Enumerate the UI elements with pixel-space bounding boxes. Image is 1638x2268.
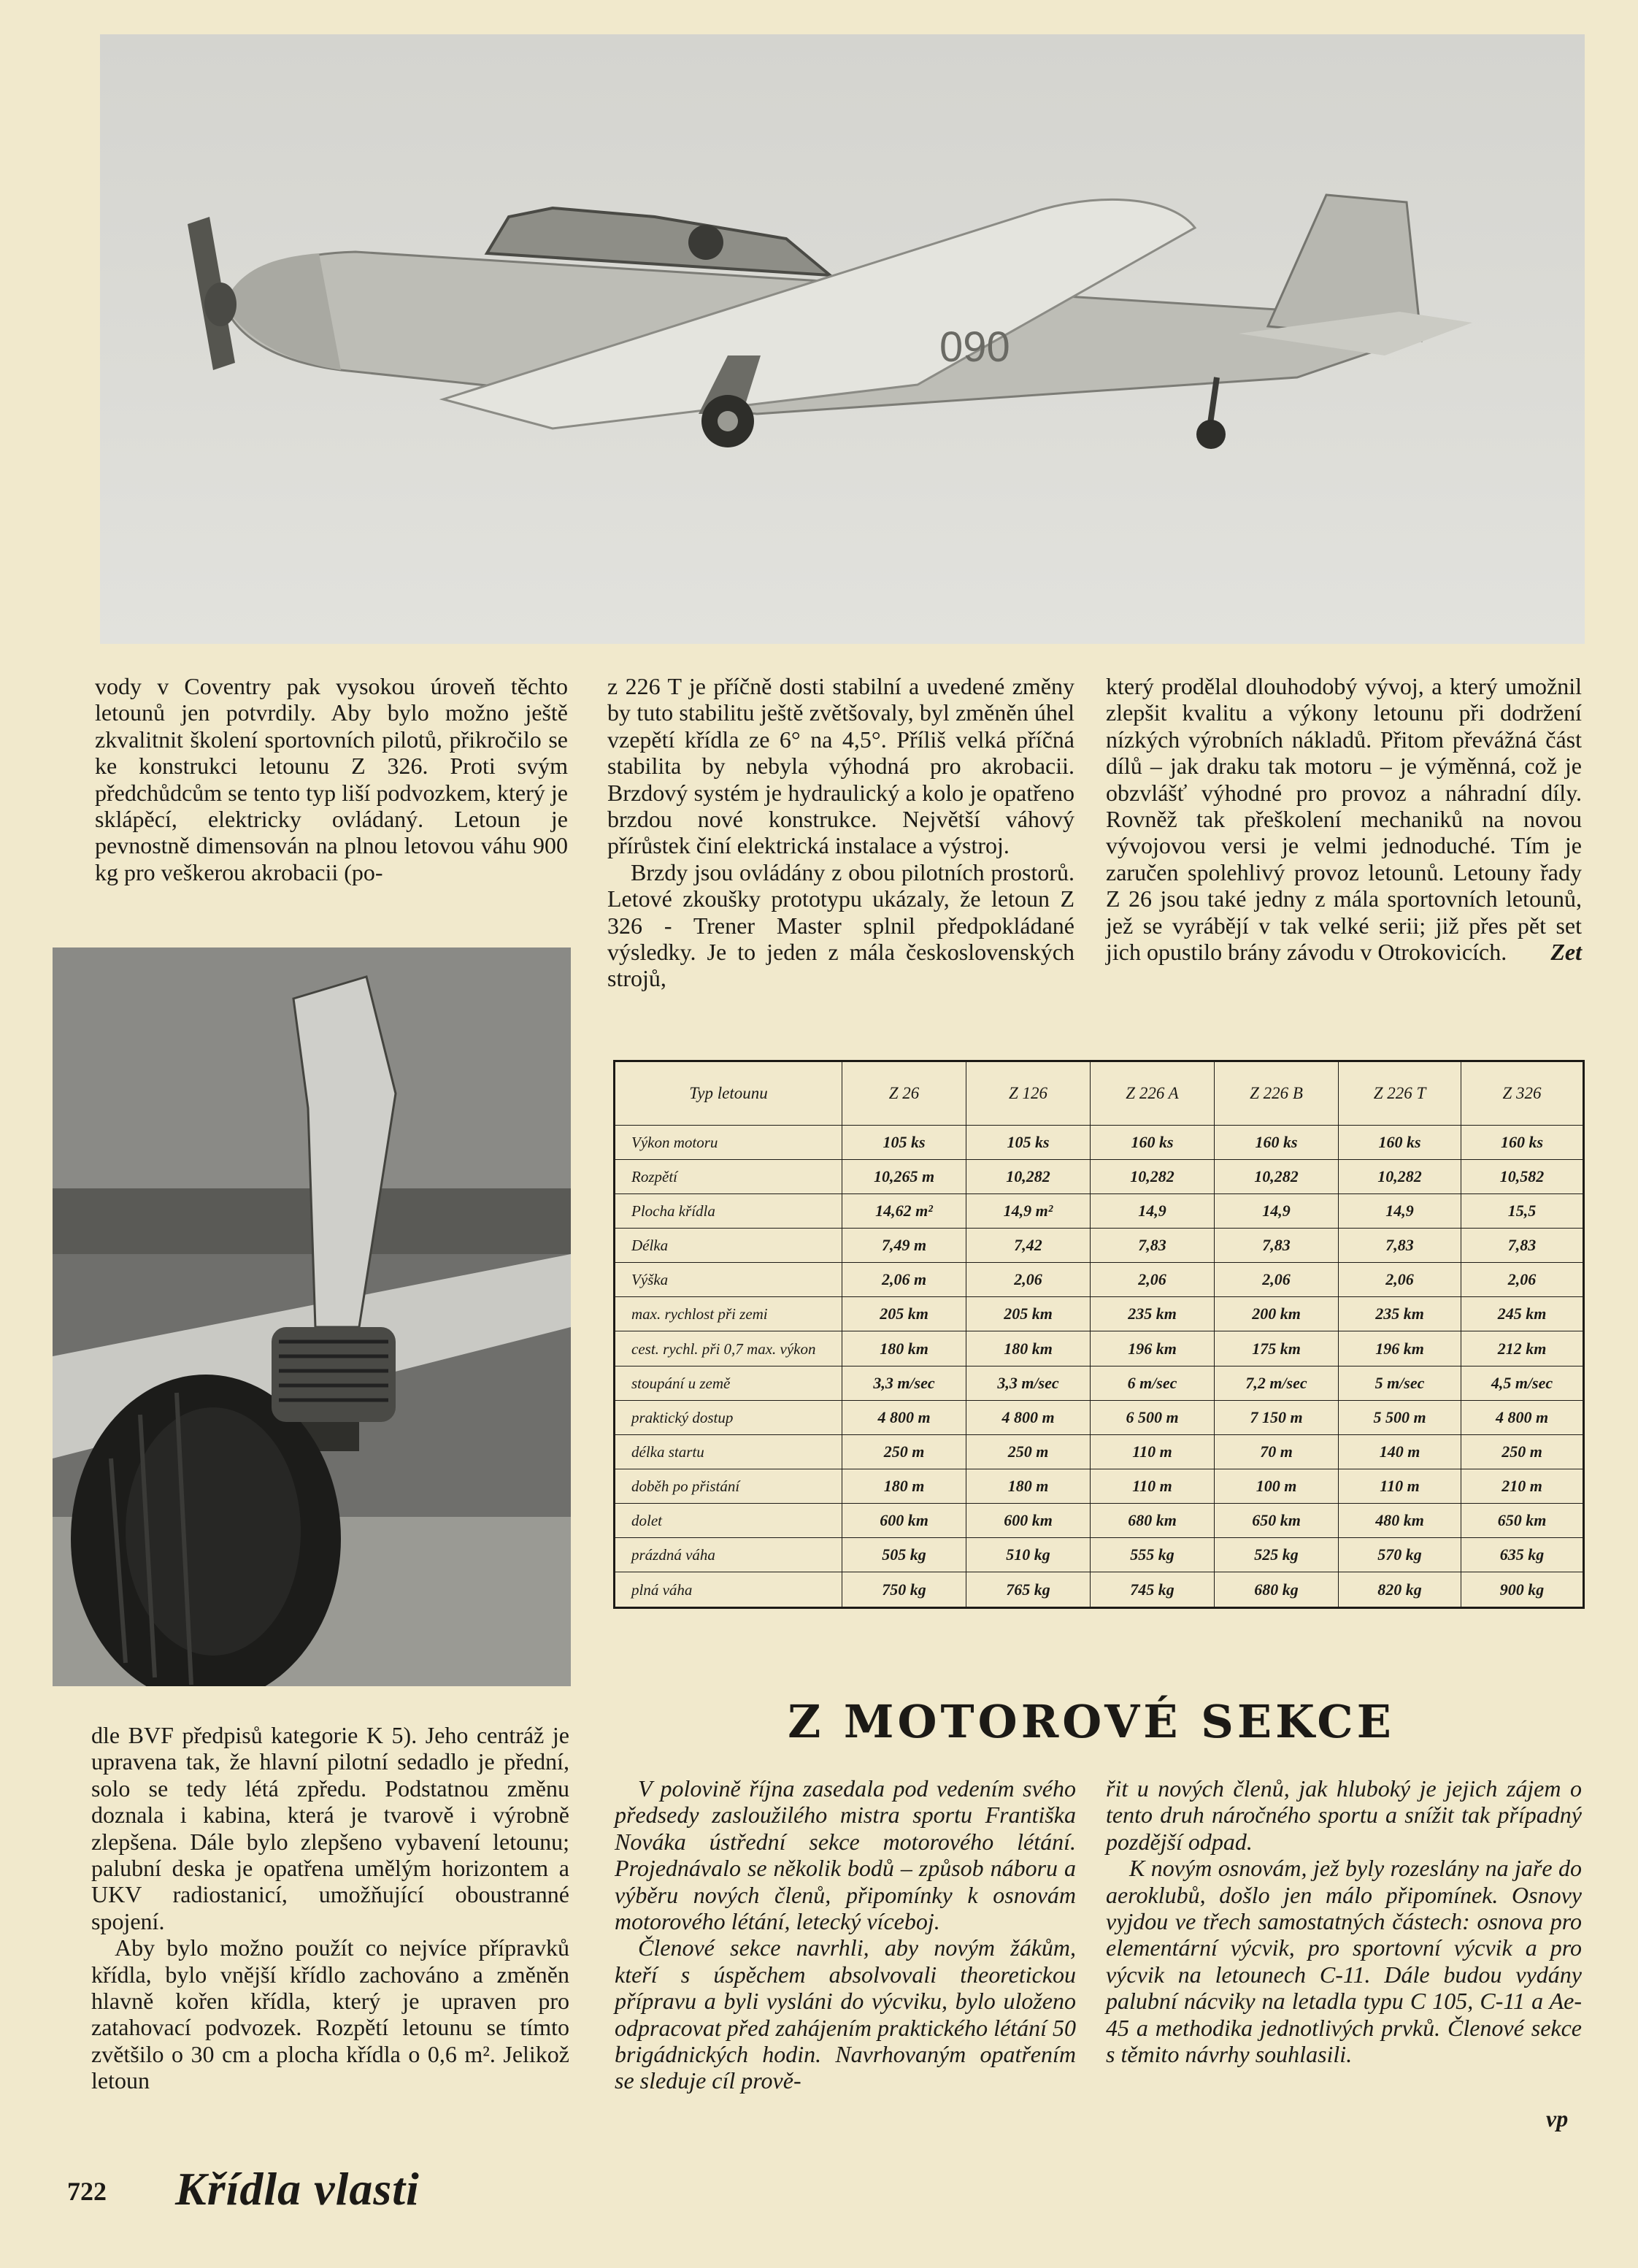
table-header-row [615, 1061, 1584, 1126]
paragraph: Aby bylo možno použít co nejvíce přípravků křídla, bylo vnější křídlo zachováno a změněn hlavně kořen křídla, který je upraven pro zatahovací podvozek. Rozpětí letounu se tímto zvětšilo o 30 cm a plocha křídla o 0,6 m². Jelikož letoun [91, 1934, 569, 2094]
table-row [615, 1572, 1584, 1608]
table-cell: 6 500 m [1091, 1400, 1215, 1434]
table-cell: 14,9 [1091, 1194, 1215, 1229]
paragraph: řit u nových členů, jak hluboký je jejich zájem o tento druh náročného sportu a snížit tak případný pozdější odpad. [1106, 1775, 1582, 1855]
table-cell: 180 m [842, 1469, 966, 1503]
column-header: Z 26 [842, 1061, 966, 1126]
column-header: Z 126 [966, 1061, 1091, 1126]
table-row [615, 1229, 1584, 1263]
table-row [615, 1366, 1584, 1400]
table-row [615, 1194, 1584, 1229]
table-cell: 110 m [1339, 1469, 1461, 1503]
table-cell: 7,2 m/sec [1215, 1366, 1339, 1400]
table-cell: 70 m [1215, 1434, 1339, 1469]
column-header: Z 226 A [1091, 1061, 1215, 1126]
table-cell: 650 km [1461, 1503, 1584, 1537]
table-row [615, 1434, 1584, 1469]
table-cell: 235 km [1339, 1297, 1461, 1331]
table-cell: 160 ks [1339, 1126, 1461, 1160]
row-label: stoupání u země [615, 1366, 842, 1400]
paragraph-text: který prodělal dlouhodobý vývoj, a který umožnil zlepšit kvalitu a výkony letounu při dodržení nízkých výrobních nákladů. Přitom převážná část dílů – jak draku tak motoru – je výměnná, což je obzvlášť výhodné pro provoz a náhradní díly. Rovněž tak přeškolení mechaniků na novou vývojovou versi je velmi jednoduché. Tím je zaručen spolehlivý provoz letounů. Letouny řady Z 26 jsou také jedny z mála sportovních letounů, jež se vyrábějí v tak velké serii; již přes pět set jich opustilo brány závodu v Otrokovicích. [1106, 673, 1582, 966]
row-label: Délka [615, 1229, 842, 1263]
table-row [615, 1537, 1584, 1572]
table-cell: 110 m [1091, 1469, 1215, 1503]
table-cell: 140 m [1339, 1434, 1461, 1469]
table-cell: 235 km [1091, 1297, 1215, 1331]
table-cell: 14,9 m² [966, 1194, 1091, 1229]
paragraph: K novým osnovám, jež byly rozeslány na jaře do aeroklubů, došlo jen málo připomínek. Osnovy vyjdou ve třech samostatných částech: osnova pro elementární výcvik, pro sportovní výcvik a pro výcvik na letounech C-11. Dále budou vydány palubní nácviky na letadla typu C 105, C-11 a Ae-45 a methodika jednotlivých prvků. Členové sekce s těmito návrhy souhlasili. [1106, 1855, 1582, 2068]
table-cell: 4,5 m/sec [1461, 1366, 1584, 1400]
table-cell: 505 kg [842, 1537, 966, 1572]
table-cell: 196 km [1091, 1331, 1215, 1366]
table-cell: 250 m [966, 1434, 1091, 1469]
row-label: délka startu [615, 1434, 842, 1469]
table-cell: 196 km [1339, 1331, 1461, 1366]
table-cell: 212 km [1461, 1331, 1584, 1366]
row-label: Výška [615, 1263, 842, 1297]
article-column-3 [1106, 673, 1582, 965]
table-cell: 14,9 [1215, 1194, 1339, 1229]
row-label: Výkon motoru [615, 1126, 842, 1160]
row-label: prázdná váha [615, 1537, 842, 1572]
table-row [615, 1400, 1584, 1434]
paragraph: vody v Coventry pak vysokou úroveň těchto letounů jen potvrdily. Aby bylo možno ještě zkvalitnit školení sportovních pilotů, přikročilo se ke konstrukci letounu Z 326. Proti svým předchůdcům se tento typ liší podvozkem, který je sklápěcí, elektricky ovládaný. Letoun je pevnostně dimensován na plnou letovou váhu 900 kg pro veškerou akrobacii (po- [95, 673, 568, 885]
row-label: max. rychlost při zemi [615, 1297, 842, 1331]
table-cell: 820 kg [1339, 1572, 1461, 1608]
table-cell: 210 m [1461, 1469, 1584, 1503]
table-cell: 10,265 m [842, 1160, 966, 1194]
table-cell: 14,9 [1339, 1194, 1461, 1229]
table-row [615, 1469, 1584, 1503]
row-label: doběh po přistání [615, 1469, 842, 1503]
table-cell: 745 kg [1091, 1572, 1215, 1608]
section-column-1 [615, 1775, 1076, 2094]
table-cell: 160 ks [1215, 1126, 1339, 1160]
table-row [615, 1160, 1584, 1194]
table-cell: 600 km [842, 1503, 966, 1537]
table-cell: 105 ks [966, 1126, 1091, 1160]
table-cell: 15,5 [1461, 1194, 1584, 1229]
table-cell: 200 km [1215, 1297, 1339, 1331]
column-header: Z 326 [1461, 1061, 1584, 1126]
table-cell: 180 km [966, 1331, 1091, 1366]
table-row [615, 1503, 1584, 1537]
table-cell: 765 kg [966, 1572, 1091, 1608]
article-column-1 [95, 673, 568, 885]
paragraph [1106, 673, 1582, 965]
table-cell: 750 kg [842, 1572, 966, 1608]
table-cell: 480 km [1339, 1503, 1461, 1537]
table-cell: 3,3 m/sec [842, 1366, 966, 1400]
row-label: plná váha [615, 1572, 842, 1608]
section-heading: Z MOTOROVÉ SEKCE [788, 1695, 1395, 1748]
table-cell: 2,06 [1461, 1263, 1584, 1297]
table-row [615, 1126, 1584, 1160]
table-cell: 7,83 [1461, 1229, 1584, 1263]
table-cell: 7,49 m [842, 1229, 966, 1263]
row-label: praktický dostup [615, 1400, 842, 1434]
table-cell: 570 kg [1339, 1537, 1461, 1572]
section-signature: vp [1546, 2105, 1569, 2131]
table-cell: 7,83 [1091, 1229, 1215, 1263]
table-cell: 7,83 [1339, 1229, 1461, 1263]
row-label: dolet [615, 1503, 842, 1537]
table-cell: 680 km [1091, 1503, 1215, 1537]
paragraph: z 226 T je příčně dosti stabilní a uvedené změny by tuto stabilitu ještě zvětšovaly, byl změněn úhel vzepětí křídla ze 6° na 4,5°. Příliš velká příčná stabilita by nebyla výhodná pro akrobacii. Brzdový systém je hydraulický a kolo je opatřeno brzdou nové konstrukce. Největší váhový přírůstek činí elektrická instalace a výstroj. [607, 673, 1074, 859]
table-cell: 160 ks [1091, 1126, 1215, 1160]
table-cell: 100 m [1215, 1469, 1339, 1503]
paragraph: dle BVF předpisů kategorie K 5). Jeho centráž je upravena tak, že hlavní pilotní sedadlo je přední, solo se tedy létá zpředu. Podstatnou změnu doznala i kabina, která je tvarově i výrobně zlepšena. Dále bylo zlepšeno vybavení letounu; palubní deska je opatřena umělým horizontem a UKV radiostanicí, umožňující oboustranné spojení. [91, 1722, 569, 1934]
table-cell: 2,06 [1215, 1263, 1339, 1297]
table-cell: 510 kg [966, 1537, 1091, 1572]
table-cell: 7,83 [1215, 1229, 1339, 1263]
table-cell: 5 m/sec [1339, 1366, 1461, 1400]
table-cell: 110 m [1091, 1434, 1215, 1469]
table-cell: 7 150 m [1215, 1400, 1339, 1434]
table-cell: 2,06 [1339, 1263, 1461, 1297]
table-cell: 2,06 m [842, 1263, 966, 1297]
column-header: Z 226 T [1339, 1061, 1461, 1126]
table-cell: 600 km [966, 1503, 1091, 1537]
aircraft-marking: 090 [939, 323, 1010, 371]
table-cell: 635 kg [1461, 1537, 1584, 1572]
table-cell: 2,06 [1091, 1263, 1215, 1297]
table-cell: 180 m [966, 1469, 1091, 1503]
table-cell: 205 km [966, 1297, 1091, 1331]
table-cell: 10,282 [1215, 1160, 1339, 1194]
table-cell: 10,282 [966, 1160, 1091, 1194]
table-cell: 160 ks [1461, 1126, 1584, 1160]
table-cell: 525 kg [1215, 1537, 1339, 1572]
table-cell: 175 km [1215, 1331, 1339, 1366]
table-row [615, 1263, 1584, 1297]
author-signature: Zet [1550, 939, 1582, 966]
table-cell: 900 kg [1461, 1572, 1584, 1608]
table-cell: 4 800 m [842, 1400, 966, 1434]
table-cell: 7,42 [966, 1229, 1091, 1263]
table-cell: 3,3 m/sec [966, 1366, 1091, 1400]
row-label: cest. rychl. při 0,7 max. výkon [615, 1331, 842, 1366]
paragraph: V polovině října zasedala pod vedením svého předsedy zasloužilého mistra sportu Františka Nováka ústřední sekce motorového létání. Projednávalo se několik bodů – způsob náboru a výběru nových členů, připomínky k osnovám motorového létání, letecký víceboj. [615, 1775, 1076, 1935]
table-cell: 245 km [1461, 1297, 1584, 1331]
table-cell: 10,282 [1091, 1160, 1215, 1194]
table-cell: 250 m [842, 1434, 966, 1469]
magazine-masthead: Křídla vlasti [175, 2163, 420, 2215]
table-cell: 2,06 [966, 1263, 1091, 1297]
table-row [615, 1331, 1584, 1366]
table-cell: 680 kg [1215, 1572, 1339, 1608]
table-cell: 555 kg [1091, 1537, 1215, 1572]
table-cell: 5 500 m [1339, 1400, 1461, 1434]
table-cell: 6 m/sec [1091, 1366, 1215, 1400]
landing-gear-photo [53, 947, 571, 1686]
table-cell: 4 800 m [1461, 1400, 1584, 1434]
row-label: Rozpětí [615, 1160, 842, 1194]
table-cell: 205 km [842, 1297, 966, 1331]
column-header: Z 226 B [1215, 1061, 1339, 1126]
table-cell: 180 km [842, 1331, 966, 1366]
aircraft-photo [100, 34, 1585, 644]
paragraph: Brzdy jsou ovládány z obou pilotních prostorů. Letové zkoušky prototypu ukázaly, že letoun Z 326 - Trener Master splnil předpokládané výsledky. Je to jeden z mála československých strojů, [607, 858, 1074, 992]
section-column-2 [1106, 1775, 1582, 2067]
article-column-2 [607, 673, 1074, 992]
table-row [615, 1297, 1584, 1331]
aircraft-specs-table [613, 1060, 1585, 1609]
paragraph: Členové sekce navrhli, aby novým žákům, kteří s úspěchem absolvovali theoretickou přípravu a byli vysláni do výcviku, bylo uloženo odpracovat před zahájením praktického létání 50 brigádnických hodin. Navrhovaným opatřením se sleduje cíl prově- [615, 1934, 1076, 2094]
table-cell: 14,62 m² [842, 1194, 966, 1229]
table-cell: 105 ks [842, 1126, 966, 1160]
table-cell: 10,582 [1461, 1160, 1584, 1194]
article-column-4 [91, 1722, 569, 2094]
page-number: 722 [67, 2177, 107, 2206]
row-label: Plocha křídla [615, 1194, 842, 1229]
table-cell: 650 km [1215, 1503, 1339, 1537]
table-cell: 4 800 m [966, 1400, 1091, 1434]
table-cell: 10,282 [1339, 1160, 1461, 1194]
table-cell: 250 m [1461, 1434, 1584, 1469]
column-header: Typ letounu [615, 1061, 842, 1126]
